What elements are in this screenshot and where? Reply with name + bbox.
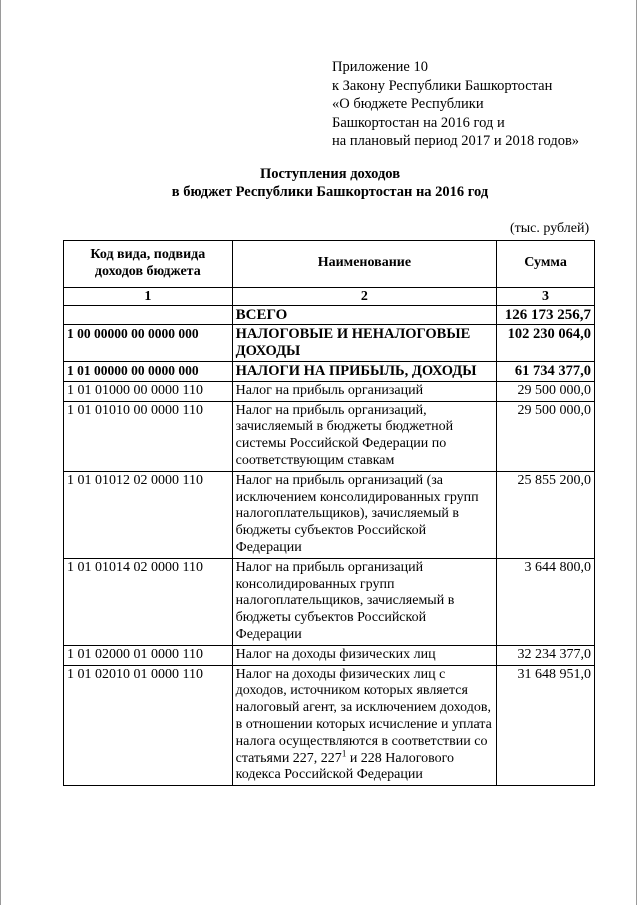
table-row [64,325,595,362]
row-code: 1 01 01000 00 0000 110 [64,381,233,401]
header-name: Наименование [232,241,496,288]
appendix-line: «О бюджете Республики [332,96,484,112]
row-name: НАЛОГОВЫЕ И НЕНАЛОГОВЫЕ ДОХОДЫ [232,325,496,362]
row-sum: 25 855 200,0 [497,471,595,558]
row-name-superscript: 1 [341,747,347,758]
table-row [64,361,595,381]
row-name: НАЛОГИ НА ПРИБЫЛЬ, ДОХОДЫ [232,361,496,381]
row-name: Налог на доходы физических лиц [232,645,496,665]
table-row [64,471,595,558]
row-code [64,305,233,325]
row-sum: 32 234 377,0 [497,645,595,665]
row-sum: 29 500 000,0 [497,381,595,401]
table-row [64,645,595,665]
revenue-table [63,240,595,786]
row-name: Налог на прибыль организаций, зачисляемый в бюджеты бюджетной системы Российской Федерации по соответствующим ставкам [232,401,496,471]
header-code: Код вида, подвида доходов бюджета [64,241,233,288]
row-sum: 29 500 000,0 [497,401,595,471]
column-index-row [64,287,595,305]
row-sum: 31 648 951,0 [497,665,595,786]
appendix-line: Приложение 10 [332,59,428,75]
page-edge-left [0,0,1,905]
row-code: 1 01 01012 02 0000 110 [64,471,233,558]
row-sum: 102 230 064,0 [497,325,595,362]
table-header-row [64,241,595,288]
row-code: 1 01 01010 00 0000 110 [64,401,233,471]
column-index: 3 [497,287,595,305]
row-code: 1 01 02010 01 0000 110 [64,665,233,786]
row-sum: 3 644 800,0 [497,558,595,645]
row-name: Налог на прибыль организаций [232,381,496,401]
column-index: 1 [64,287,233,305]
row-code: 1 01 01014 02 0000 110 [64,558,233,645]
row-name: Налог на прибыль организаций консолидированных групп налогоплательщиков, зачисляемый в бюджеты субъектов Российской Федерации [232,558,496,645]
row-name: ВСЕГО [232,305,496,325]
table-row [64,305,595,325]
row-code: 1 00 00000 00 0000 000 [64,325,233,362]
document-title [0,165,640,201]
column-index: 2 [232,287,496,305]
row-name-text: Налог на доходы физических лиц с доходов, источником которых является налоговый агент, за исключением доходов, в отношении которых исчисление и уплата налога осуществляются в соответствии со статьями 227, 227 [235,666,492,766]
table-row [64,665,595,786]
appendix-note [332,58,579,151]
title-line-1: Поступления доходов [259,166,401,182]
units-label: (тыс. рублей) [510,221,590,236]
table-row [64,401,595,471]
appendix-line: на плановый период 2017 и 2018 годов» [332,133,580,149]
title-line-2: в бюджет Республики Башкортостан на 2016 год [171,184,489,200]
row-name-text: и 228 Налогового кодекса Российской Федерации [235,750,455,783]
header-sum: Сумма [497,241,595,288]
row-sum: 61 734 377,0 [497,361,595,381]
appendix-line: Башкортостан на 2016 год и [332,114,505,131]
table-row [64,381,595,401]
row-name [232,665,496,786]
table-row [64,558,595,645]
page-edge-right [636,0,637,905]
row-code: 1 01 00000 00 0000 000 [64,361,233,381]
row-name: Налог на прибыль организаций (за исключением консолидированных групп налогоплательщиков), зачисляемый в бюджеты субъектов Российской Федерации [232,471,496,558]
row-code: 1 01 02000 01 0000 110 [64,645,233,665]
appendix-line: к Закону Республики Башкортостан [332,77,553,94]
row-sum: 126 173 256,7 [497,305,595,325]
